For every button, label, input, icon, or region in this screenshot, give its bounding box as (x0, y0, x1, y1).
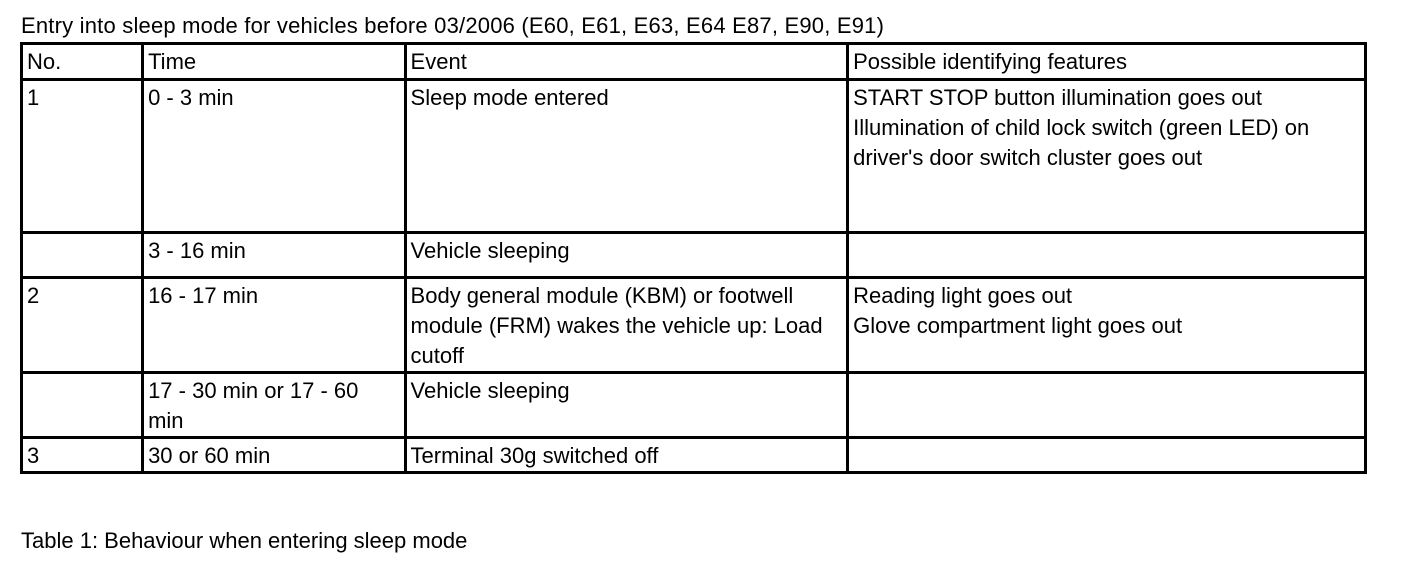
table-row (22, 80, 1366, 233)
cell-no: 2 (22, 278, 143, 373)
table-row (22, 373, 1366, 438)
feature-line: Reading light goes out (853, 283, 1073, 308)
table-header-row (22, 44, 1366, 80)
table-caption: Table 1: Behaviour when entering sleep mode (21, 528, 468, 553)
feature-line: Illumination of child lock switch (green LED) on driver's door switch cluster goes out (853, 115, 1310, 170)
cell-no: 3 (22, 438, 143, 473)
cell-event: Terminal 30g switched off (405, 438, 848, 473)
header-no: No. (22, 44, 143, 80)
header-event: Event (405, 44, 848, 80)
cell-features (848, 278, 1366, 373)
feature-line: Glove compartment light goes out (853, 313, 1183, 338)
cell-time: 16 - 17 min (143, 278, 405, 373)
table-row (22, 233, 1366, 278)
sleep-mode-table (20, 42, 1367, 474)
cell-time: 17 - 30 min or 17 - 60 min (143, 373, 405, 438)
cell-time: 0 - 3 min (143, 80, 405, 233)
cell-features (848, 233, 1366, 278)
table-row (22, 278, 1366, 373)
cell-no: 1 (22, 80, 143, 233)
cell-event: Sleep mode entered (405, 80, 848, 233)
cell-no (22, 373, 143, 438)
cell-time: 3 - 16 min (143, 233, 405, 278)
cell-features (848, 373, 1366, 438)
cell-time: 30 or 60 min (143, 438, 405, 473)
cell-features (848, 438, 1366, 473)
cell-event: Vehicle sleeping (405, 233, 848, 278)
feature-line: START STOP button illumination goes out (853, 85, 1262, 110)
header-time: Time (143, 44, 405, 80)
cell-event: Vehicle sleeping (405, 373, 848, 438)
table-row (22, 438, 1366, 473)
cell-features (848, 80, 1366, 233)
cell-event: Body general module (KBM) or footwell module (FRM) wakes the vehicle up: Load cutoff (405, 278, 848, 373)
page-title: Entry into sleep mode for vehicles before 03/2006 (E60, E61, E63, E64 E87, E90, E91) (21, 13, 885, 38)
cell-no (22, 233, 143, 278)
header-features: Possible identifying features (848, 44, 1366, 80)
